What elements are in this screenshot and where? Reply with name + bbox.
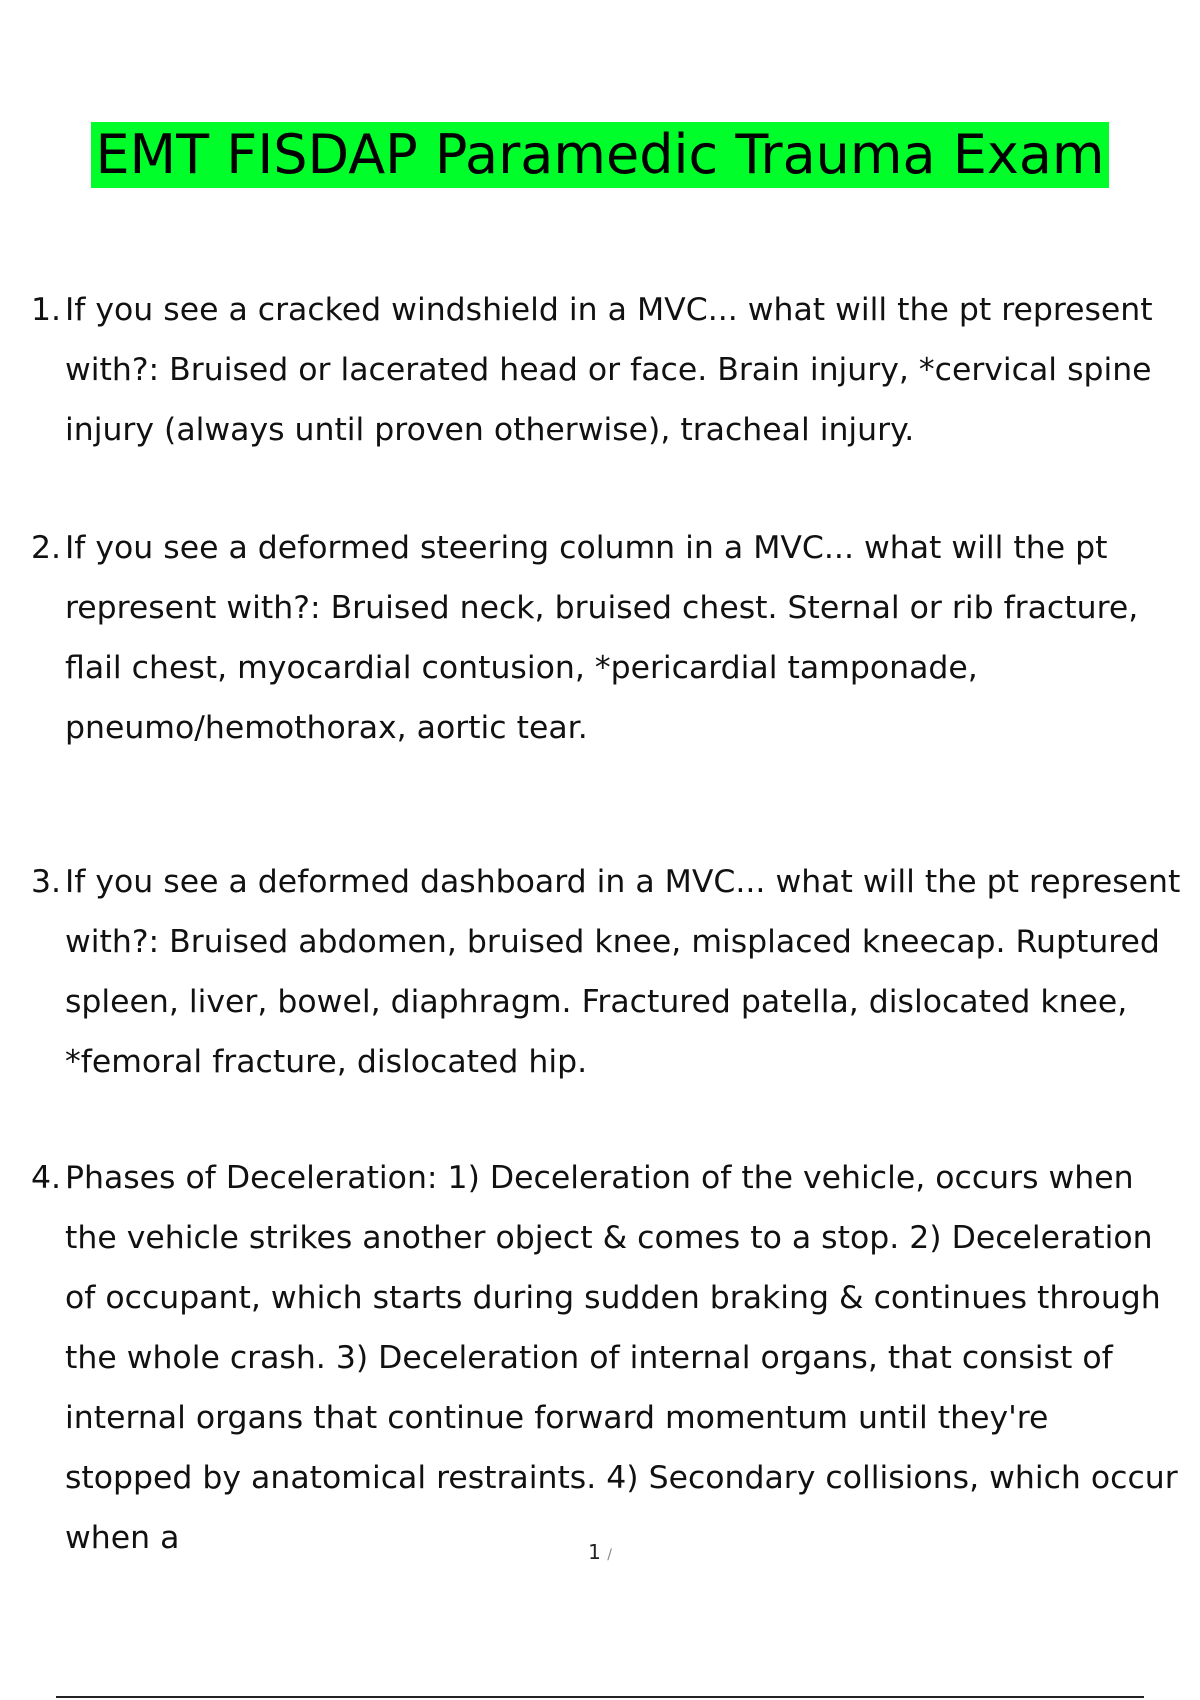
- footer-divider: [56, 1696, 1144, 1698]
- page-number: [0, 1540, 1200, 1564]
- item-number: 2.: [31, 530, 62, 566]
- spacer: [31, 1092, 1181, 1148]
- page-number-value: 1: [588, 1540, 601, 1564]
- title-container: [0, 122, 1200, 188]
- spacer: [31, 758, 1181, 852]
- item-number: 1.: [31, 292, 62, 328]
- page-number-separator: /: [607, 1547, 612, 1563]
- item-text: Phases of Deceleration: 1) Deceleration of the vehicle, occurs when the vehicle strikes another object & comes to a stop. 2) Deceleration of occupant, which starts during sudden braking & continues through the whole crash. 3) Deceleration of internal organs, that consist of internal organs that continue forward momentum until they're stopped by anatomical restraints. 4) Secondary collisions, which occur when a: [65, 1160, 1178, 1556]
- document-title: EMT FISDAP Paramedic Trauma Exam: [91, 122, 1108, 188]
- list-item: [31, 518, 1181, 758]
- item-text: If you see a deformed dashboard in a MVC... what will the pt represent with?: Bruised abdomen, bruised knee, misplaced kneecap. Ruptured spleen, liver, bowel, diaphragm. Fractured patella, dislocated knee, *femoral fracture, dislocated hip.: [65, 864, 1181, 1080]
- list-item: [31, 852, 1181, 1092]
- list-item: [31, 1148, 1181, 1568]
- list-item: [31, 280, 1181, 460]
- question-list: [31, 280, 1181, 1568]
- item-number: 3.: [31, 864, 62, 900]
- item-text: If you see a deformed steering column in a MVC... what will the pt represent with?: Bruised neck, bruised chest. Sternal or rib fracture, flail chest, myocardial contusion, *pericardial tamponade, pneumo/hemothorax, aortic tear.: [65, 530, 1139, 746]
- item-text: If you see a cracked windshield in a MVC... what will the pt represent with?: Bruised or lacerated head or face. Brain injury, *cervical spine injury (always until proven otherwise), tracheal injury.: [65, 292, 1153, 448]
- item-number: 4.: [31, 1160, 62, 1196]
- spacer: [31, 460, 1181, 518]
